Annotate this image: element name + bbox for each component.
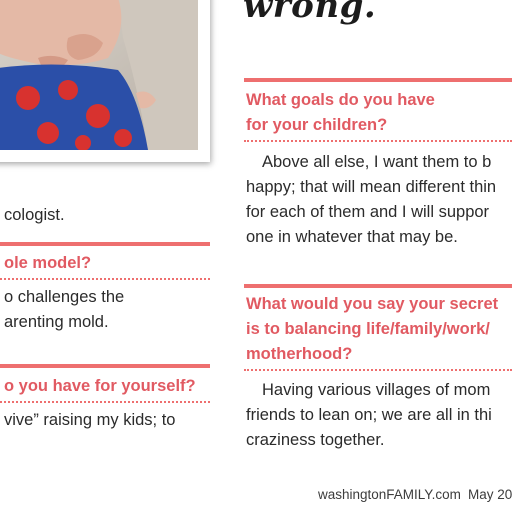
answer-text: cologist. [4, 206, 65, 224]
question-heading: What would you say your secret [246, 295, 499, 313]
footer-site: washingtonFAMILY.com [318, 487, 461, 502]
answer-text: friends to lean on; we are all in thi [246, 406, 492, 424]
question-heading: ole model? [4, 254, 92, 272]
dotted-rule [244, 140, 512, 142]
answer-text: one in whatever that may be. [246, 228, 458, 246]
answer-text: arenting mold. [4, 313, 109, 331]
answer-text: Above all else, I want them to b [262, 153, 492, 171]
dotted-rule [244, 369, 512, 371]
question-heading: What goals do you have [246, 91, 435, 109]
parent-child-image [0, 0, 198, 150]
answer-text: vive” raising my kids; to [4, 411, 176, 429]
footer-date: May 20 [468, 487, 512, 502]
question-heading: for your children? [246, 116, 388, 134]
section-divider [0, 364, 210, 368]
article-photo [0, 0, 210, 162]
dotted-rule [0, 401, 210, 403]
answer-text: Having various villages of mom [262, 381, 491, 399]
answer-text: craziness together. [246, 431, 385, 449]
section-divider [244, 78, 512, 82]
question-heading: motherhood? [246, 345, 353, 363]
answer-text: o challenges the [4, 288, 125, 306]
pull-quote: wrong. [243, 0, 377, 26]
section-divider [0, 242, 210, 246]
question-heading: is to balancing life/family/work/ [246, 320, 490, 338]
answer-text: for each of them and I will suppor [246, 203, 490, 221]
section-divider [244, 284, 512, 288]
answer-text: happy; that will mean different thin [246, 178, 497, 196]
question-heading: o you have for yourself? [4, 377, 196, 395]
dotted-rule [0, 278, 210, 280]
